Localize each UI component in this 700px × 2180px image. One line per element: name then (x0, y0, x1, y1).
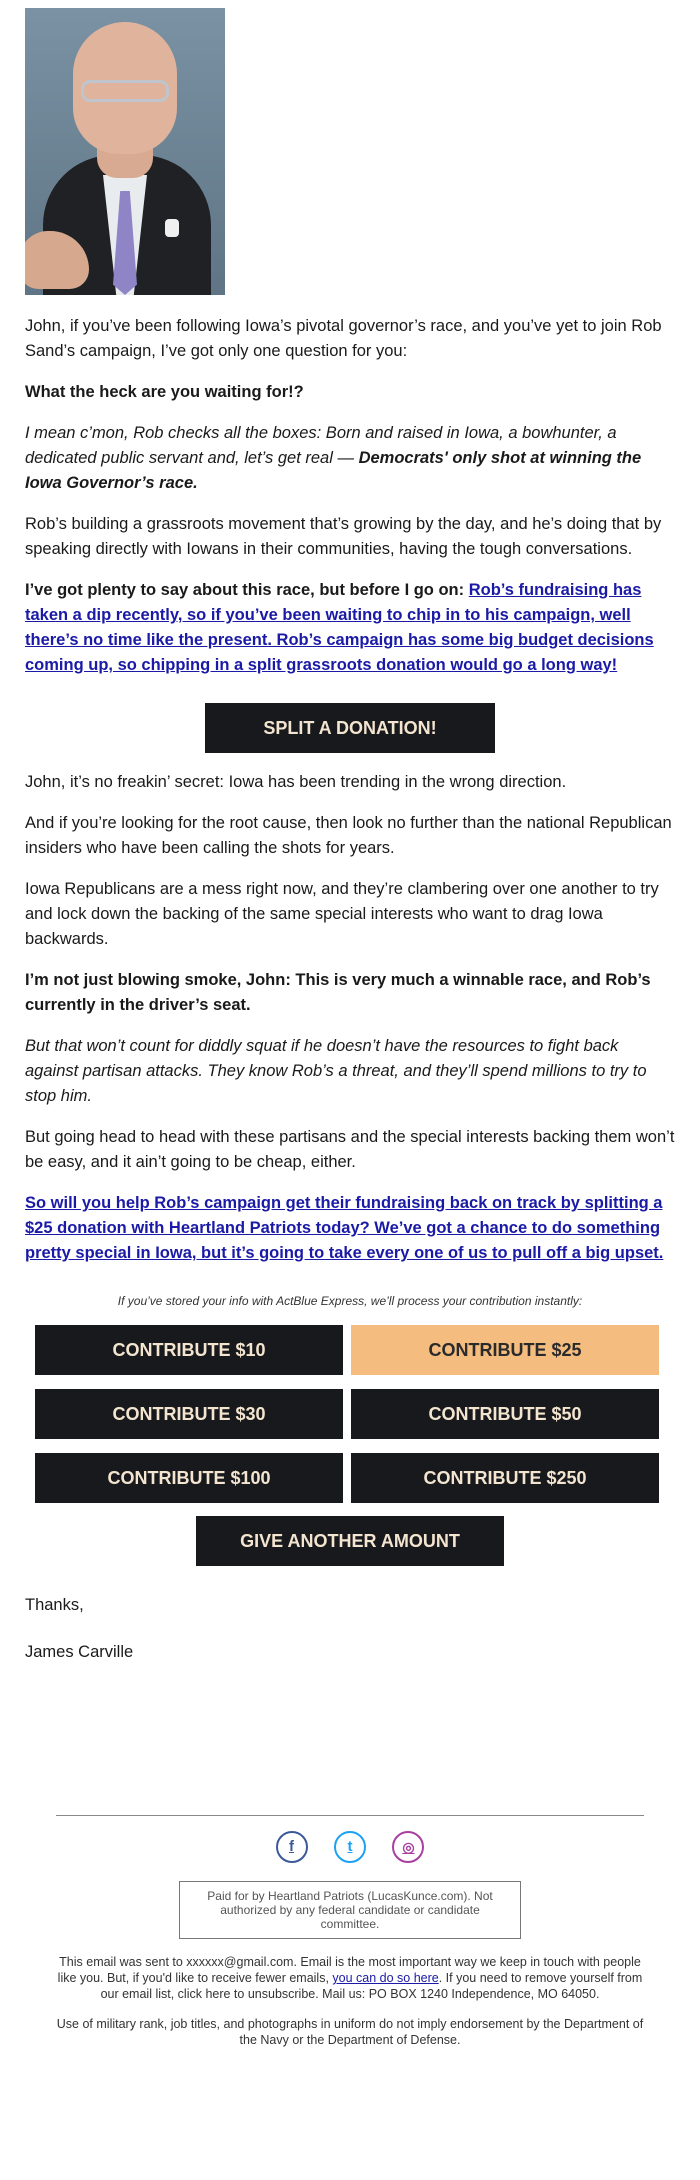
sent-to-suffix: . If you need to remove yourself from our email list, click here to unsubscribe. Mail us: PO BOX 1240 Independence, MO 64050. (100, 1971, 643, 2001)
winnable-race-paragraph: I’m not just blowing smoke, John: This is very much a winnable race, and Rob’s currently in the driver’s seat. (25, 971, 651, 1014)
root-cause-paragraph: And if you’re looking for the root cause, then look no further than the national Republican insiders who have been calling the shots for years. (25, 814, 672, 857)
fundraising-paragraph (25, 578, 675, 678)
sent-to-middle: . Email is the most important way we keep in touch with people like you. But, if you'd like to receive fewer emails, (57, 1955, 641, 1985)
contribute-30-button[interactable]: CONTRIBUTE $30 (35, 1389, 343, 1439)
give-another-amount-button[interactable]: GIVE ANOTHER AMOUNT (196, 1516, 504, 1566)
republicans-paragraph: Iowa Republicans are a mess right now, and they’re clambering over one another to try and lock down the backing of the same special interests who want to drag Iowa backwards. (25, 880, 659, 948)
thanks-text: Thanks, (25, 1596, 84, 1614)
instagram-icon[interactable]: ◎ (392, 1831, 424, 1863)
cta-wrapper (25, 703, 675, 753)
twitter-icon[interactable]: t (334, 1831, 366, 1863)
social-links (25, 1831, 675, 1863)
partisan-attacks-paragraph: But that won’t count for diddly squat if he doesn’t have the resources to fight back against partisan attacks. They know Rob’s a threat, and they’ll spend millions to try to stop him. (25, 1037, 647, 1105)
question-heading: What the heck are you waiting for!? (25, 383, 304, 401)
recipient-email: xxxxxx@gmail.com (186, 1955, 294, 1969)
split-donation-button[interactable]: SPLIT A DONATION! (205, 703, 495, 753)
footer-divider (56, 1815, 644, 1816)
contribution-grid (35, 1325, 665, 1503)
checks-boxes-text: I mean c’mon, Rob checks all the boxes: Born and raised in Iowa, a bowhunter, a dedicated public servant and, let’s get real — (25, 424, 617, 467)
footer (25, 1815, 675, 2048)
contribute-10-button[interactable]: CONTRIBUTE $10 (35, 1325, 343, 1375)
contribute-100-button[interactable]: CONTRIBUTE $100 (35, 1453, 343, 1503)
footer-fine-print (55, 1954, 645, 2002)
paid-for-by-box: Paid for by Heartland Patriots (LucasKunce.com). Not authorized by any federal candidate or candidate committee. (179, 1881, 521, 1939)
sent-to-prefix: This email was sent to (59, 1955, 187, 1969)
before-go-on-text: I’ve got plenty to say about this race, but before I go on: (25, 581, 469, 599)
photo-lapel-pin (165, 219, 179, 237)
intro-paragraph: John, if you’ve been following Iowa’s pivotal governor’s race, and you’ve yet to join Rob Sand’s campaign, I’ve got only one question for you: (25, 317, 662, 360)
email-body (25, 8, 675, 2048)
contribute-250-button[interactable]: CONTRIBUTE $250 (351, 1453, 659, 1503)
checks-boxes-paragraph (25, 421, 675, 496)
grassroots-paragraph: Rob’s building a grassroots movement that’s growing by the day, and he’s doing that by speaking directly with Iowans in their communities, having the tough conversations. (25, 515, 662, 558)
military-disclaimer: Use of military rank, job titles, and photographs in uniform do not imply endorsement by the Department of the Navy or the Department of Defense. (56, 2017, 644, 2047)
actblue-express-note: If you’ve stored your info with ActBlue Express, we’ll process your contribution instantly: (117, 1294, 583, 1308)
facebook-icon[interactable]: f (276, 1831, 308, 1863)
contribute-25-button[interactable]: CONTRIBUTE $25 (351, 1325, 659, 1375)
head-to-head-paragraph: But going head to head with these partisans and the special interests backing them won’t be easy, and it ain’t going to be cheap, either. (25, 1128, 675, 1171)
split-25-link[interactable]: So will you help Rob’s campaign get their fundraising back on track by splitting a $25 donation with Heartland Patriots today? We’ve got a chance to do something pretty special in Iowa, but it’s going to take every one of us to pull off a big upset. (25, 1194, 664, 1262)
photo-glasses (81, 80, 169, 102)
other-amount-wrapper (25, 1516, 675, 1566)
fewer-emails-link[interactable]: you can do so here (332, 1971, 439, 1985)
contribute-50-button[interactable]: CONTRIBUTE $50 (351, 1389, 659, 1439)
only-shot-bold: Democrats' only shot at winning the Iowa Governor’s race. (25, 449, 642, 492)
portrait-photo (25, 8, 225, 295)
fundraising-dip-link[interactable]: Rob’s fundraising has taken a dip recently, so if you’ve been waiting to chip in to his campaign, well there’s no time like the present. Rob’s campaign has some big budget decisions coming up, so chipping in a split grassroots donation would go a long way! (25, 581, 654, 674)
ask-paragraph (25, 1191, 675, 1266)
signature: James Carville (25, 1643, 134, 1661)
wrong-direction-paragraph: John, it’s no freakin’ secret: Iowa has been trending in the wrong direction. (25, 773, 567, 791)
